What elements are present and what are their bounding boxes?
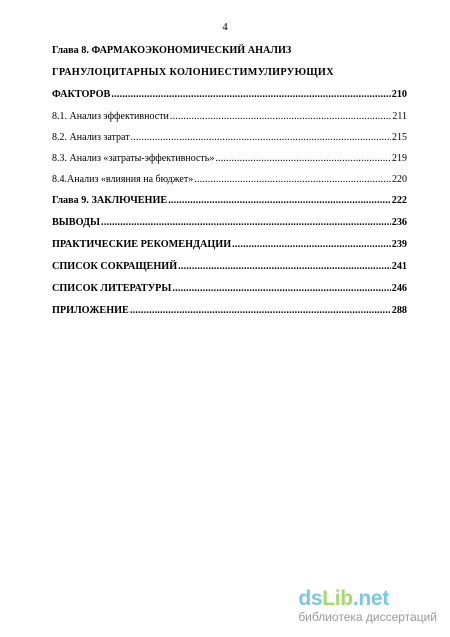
toc-entry-page: 219 bbox=[392, 153, 407, 164]
toc-entry-label: ПРИЛОЖЕНИЕ bbox=[52, 305, 129, 316]
toc-entry-recommendations[interactable] bbox=[52, 234, 407, 256]
toc-entry-page: 211 bbox=[392, 111, 407, 122]
dot-leader bbox=[172, 278, 390, 300]
toc-entry-label: СПИСОК СОКРАЩЕНИЙ bbox=[52, 261, 178, 272]
dot-leader bbox=[131, 127, 391, 148]
toc-entry-8-3[interactable] bbox=[52, 148, 407, 169]
toc-entry-page: 288 bbox=[391, 305, 407, 316]
dot-leader bbox=[101, 212, 391, 234]
table-of-contents bbox=[52, 40, 407, 322]
toc-entry-appendix[interactable] bbox=[52, 300, 407, 322]
toc-chapter8-title-line1: Глава 8. ФАРМАКОЭКОНОМИЧЕСКИЙ АНАЛИЗ bbox=[52, 45, 292, 56]
toc-entry-label: 8.1. Анализ эффективности bbox=[52, 111, 169, 122]
toc-entry-label: ФАКТОРОВ bbox=[52, 89, 111, 100]
toc-entry-page: 210 bbox=[391, 89, 407, 100]
toc-entry-page: 220 bbox=[392, 174, 407, 185]
page-number: 4 bbox=[222, 21, 228, 33]
dot-leader bbox=[168, 190, 391, 212]
toc-entry-page: 236 bbox=[391, 217, 407, 228]
toc-entry-chapter9[interactable] bbox=[52, 190, 407, 212]
logo-net: .net bbox=[352, 587, 389, 610]
toc-entry-page: 222 bbox=[391, 195, 407, 206]
toc-entry-8-1[interactable] bbox=[52, 106, 407, 127]
dot-leader bbox=[170, 106, 391, 127]
logo-ds: ds bbox=[298, 587, 323, 610]
toc-entry-8-4[interactable] bbox=[52, 169, 407, 190]
dot-leader bbox=[111, 84, 390, 106]
toc-entry-label: 8.4.Анализ «влияния на бюджет» bbox=[52, 174, 194, 185]
dot-leader bbox=[194, 169, 391, 190]
toc-entry-page: 215 bbox=[392, 132, 407, 143]
toc-entry-8-2[interactable] bbox=[52, 127, 407, 148]
toc-chapter8-title-line2: ГРАНУЛОЦИТАРНЫХ КОЛОНИЕСТИМУЛИРУЮЩИХ bbox=[52, 67, 334, 78]
dot-leader bbox=[178, 256, 391, 278]
toc-entry-label: СПИСОК ЛИТЕРАТУРЫ bbox=[52, 283, 172, 294]
dslib-watermark bbox=[298, 588, 437, 624]
dot-leader bbox=[232, 234, 391, 256]
toc-entry-references[interactable] bbox=[52, 278, 407, 300]
toc-entry-page: 241 bbox=[391, 261, 407, 272]
toc-entry-label: Глава 9. ЗАКЛЮЧЕНИЕ bbox=[52, 195, 168, 206]
dot-leader bbox=[130, 300, 391, 322]
toc-entry-label: ПРАКТИЧЕСКИЕ РЕКОМЕНДАЦИИ bbox=[52, 239, 232, 250]
toc-entry-label: ВЫВОДЫ bbox=[52, 217, 101, 228]
toc-entry-page: 246 bbox=[391, 283, 407, 294]
dot-leader bbox=[215, 148, 391, 169]
watermark-subtitle: библиотека диссертаций bbox=[298, 610, 437, 624]
toc-entry-chapter8[interactable] bbox=[52, 84, 407, 106]
toc-entry-label: 8.3. Анализ «затраты-эффективность» bbox=[52, 153, 215, 164]
toc-entry-conclusions[interactable] bbox=[52, 212, 407, 234]
toc-entry-page: 239 bbox=[391, 239, 407, 250]
dslib-logo bbox=[298, 588, 437, 610]
logo-lib: Lib bbox=[322, 587, 353, 610]
toc-entry-label: 8.2. Анализ затрат bbox=[52, 132, 130, 143]
toc-entry-abbreviations[interactable] bbox=[52, 256, 407, 278]
